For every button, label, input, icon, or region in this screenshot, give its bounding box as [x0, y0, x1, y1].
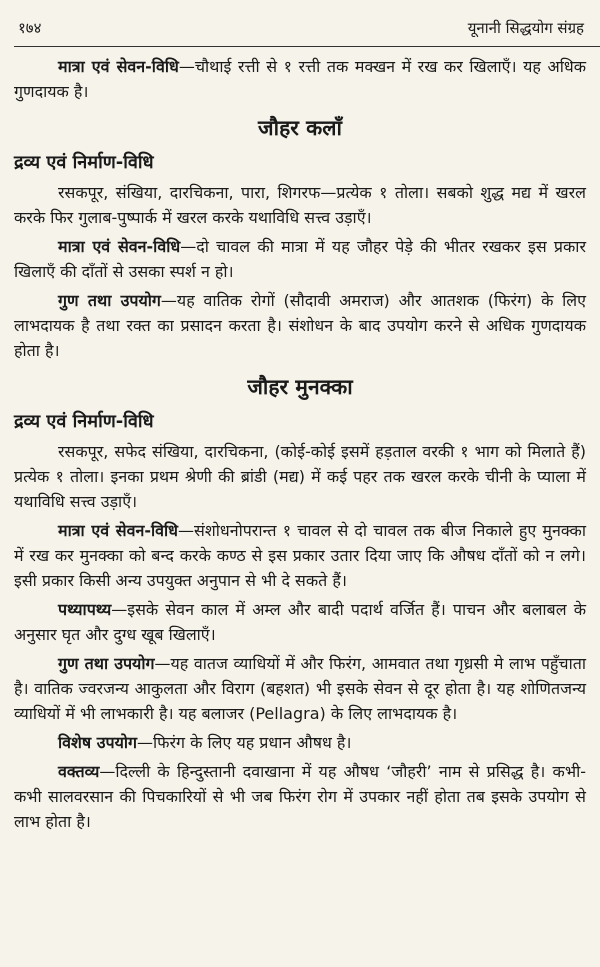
- paragraph-text: —दिल्ली के हिन्दुस्तानी दवाखाना में यह औषध ‘जौहरी’ नाम से प्रसिद्ध है। कभी-कभी सालवरसान की पिचकारियों से भी जब फिरंग रोग में उपकार नहीं होता तब इसके उपयोग से लाभ होता है।: [14, 762, 586, 831]
- page-header: [14, 18, 586, 38]
- paragraph-text: —दो चावल की मात्रा में यह जौहर पेड़े की भीतर रखकर इस प्रकार खिलाएँ की दाँतों से उसका स्पर्श न हो।: [14, 237, 586, 281]
- paragraph-dosage: [14, 518, 586, 593]
- paragraph-dosage-top: [14, 54, 586, 104]
- subheading-ingredients: द्रव्य एवं निर्माण-विधि: [14, 152, 154, 173]
- paragraph-lead: गुण तथा उपयोग: [58, 291, 161, 310]
- paragraph-properties: [14, 288, 586, 363]
- page-content: [14, 54, 586, 834]
- paragraph-text: —इसके सेवन काल में अम्ल और बादी पदार्थ वर्जित हैं। पाचन और बलाबल के अनुसार घृत और दुग्ध खूब खिलाएँ।: [14, 600, 586, 644]
- paragraph-text: —चौथाई रत्ती से १ रत्ती तक मक्खन में रख कर खिलाएँ। यह अधिक गुणदायक है।: [14, 57, 586, 101]
- paragraph-text: रसकपूर, संखिया, दारचिकना, पारा, शिगरफ—प्रत्येक १ तोला। सबको शुद्ध मद्य में खरल करके फिर गुलाब-पुष्पार्क में खरल करके यथाविधि सत्त्व उड़ाएँ।: [14, 183, 586, 227]
- paragraph-text: —यह वातज व्याधियों में और फिरंग, आमवात तथा गृध्रसी मे लाभ पहुँचाता है। वातिक ज्वरजन्य आकुलता और विराग (बहशत) भी इसके सेवन से दूर होता है। यह शोणितजन्य व्याधियों में भी लाभकारी है। यह बलाजर (Pellagra) के लिए लाभदायक है।: [14, 654, 586, 723]
- page-number: १७४: [18, 19, 42, 37]
- paragraph-lead: विशेष उपयोग: [58, 733, 138, 752]
- paragraph-dosage: [14, 234, 586, 284]
- paragraph-text: रसकपूर, सफेद संखिया, दारचिकना, (कोई-कोई इसमें हड़ताल वरकी १ भाग को मिलाते हैं) प्रत्येक १ तोला। इनका प्रथम श्रेणी की ब्रांडी (मद्य) में कई पहर तक खरल करके चीनी के प्याला में यथाविधि सत्त्व उड़ाएँ।: [14, 442, 586, 511]
- section-title-jauhar-kalan: जौहर कलाँ: [258, 116, 342, 140]
- paragraph-text: —फिरंग के लिए यह प्रधान औषध है।: [137, 733, 352, 752]
- paragraph-diet: [14, 597, 586, 647]
- paragraph-statement: [14, 759, 586, 834]
- paragraph-lead: वक्तव्य: [58, 762, 100, 781]
- subheading-ingredients: द्रव्य एवं निर्माण-विधि: [14, 411, 154, 432]
- paragraph-ingredients: [14, 439, 586, 514]
- section-title-jauhar-munakka: जौहर मुनक्का: [247, 375, 353, 399]
- header-rule: [14, 46, 600, 47]
- paragraph-lead: मात्रा एवं सेवन-विधि: [58, 57, 179, 76]
- book-title: यूनानी सिद्धयोग संग्रह: [467, 19, 584, 37]
- paragraph-lead: मात्रा एवं सेवन-विधि: [58, 237, 181, 256]
- paragraph-lead: मात्रा एवं सेवन-विधि: [58, 521, 179, 540]
- paragraph-text: —संशोधनोपरान्त १ चावल से दो चावल तक बीज निकाले हुए मुनक्का में रख कर मुनक्का को बन्द करके कण्ठ से इस प्रकार उतार दिया जाए कि औषध दाँतों को न लगे। इसी प्रकार किसी अन्य उपयुक्त अनुपान से भी दे सकते हैं।: [14, 521, 586, 590]
- paragraph-text: —यह वातिक रोगों (सौदावी अमराज) और आतशक (फिरंग) के लिए लाभदायक है तथा रक्त का प्रसादन करता है। संशोधन के बाद उपयोग करने से अधिक गुणदायक होता है।: [14, 291, 586, 360]
- paragraph-properties: [14, 651, 586, 726]
- paragraph-special-use: [14, 730, 586, 755]
- paragraph-lead: गुण तथा उपयोग: [58, 654, 155, 673]
- paragraph-lead: पथ्यापथ्य: [58, 600, 112, 619]
- paragraph-ingredients: [14, 180, 586, 230]
